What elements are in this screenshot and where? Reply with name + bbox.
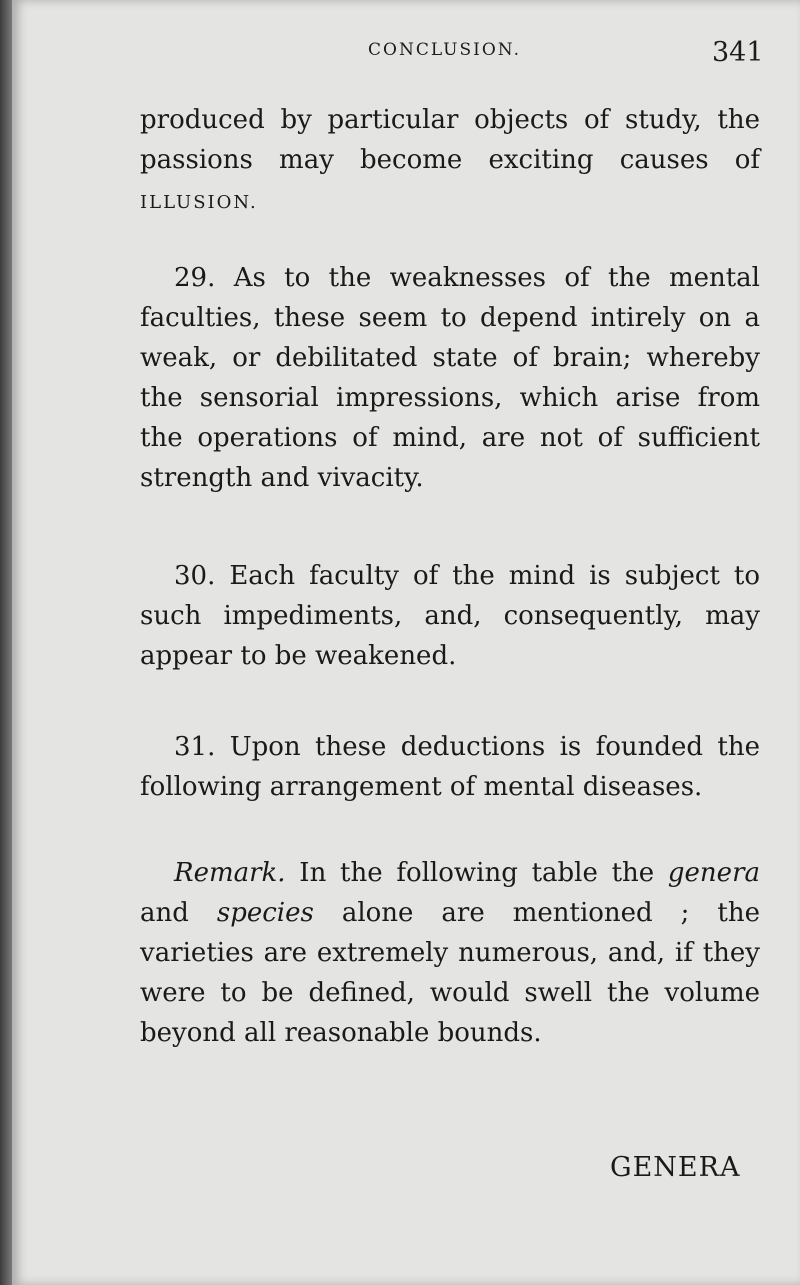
- running-title: CONCLUSION.: [368, 40, 522, 60]
- remark-label: Remark.: [174, 858, 286, 888]
- catchword: GENERA: [610, 1152, 741, 1183]
- page-number: 341: [712, 37, 764, 68]
- remark-text-2: and: [140, 898, 217, 928]
- smallcaps-term: ILLUSION.: [140, 192, 258, 213]
- book-gutter: [0, 0, 12, 1285]
- paragraph-31: 31. Upon these deductions is founded the following arrangement of mental diseases.: [140, 732, 760, 802]
- remark-text-1: In the following table the: [285, 858, 668, 888]
- paragraph-29: 29. As to the weaknesses of the mental faculties, these seem to depend intirely on a weak, or debilitated state of brain; whereby the sensorial impressions, which arise from the operations of mind, are not of sufficient strength and vivacity.: [140, 263, 760, 493]
- species-term: species: [216, 898, 314, 928]
- remark-text-3: alone are mentioned ; the varieties are extremely numerous, and, if they were to be defined, would swell the volume beyond all reasonable bounds.: [140, 898, 760, 1048]
- paragraph-continuation: [140, 100, 760, 223]
- paragraph-30: 30. Each faculty of the mind is subject to such impediments, and, consequently, may appear to be weakened.: [140, 561, 760, 671]
- paragraph-text: produced by particular objects of study, the passions may become exciting causes of: [140, 105, 760, 175]
- paragraph-remark: [140, 853, 760, 1053]
- genera-term: genera: [667, 858, 760, 888]
